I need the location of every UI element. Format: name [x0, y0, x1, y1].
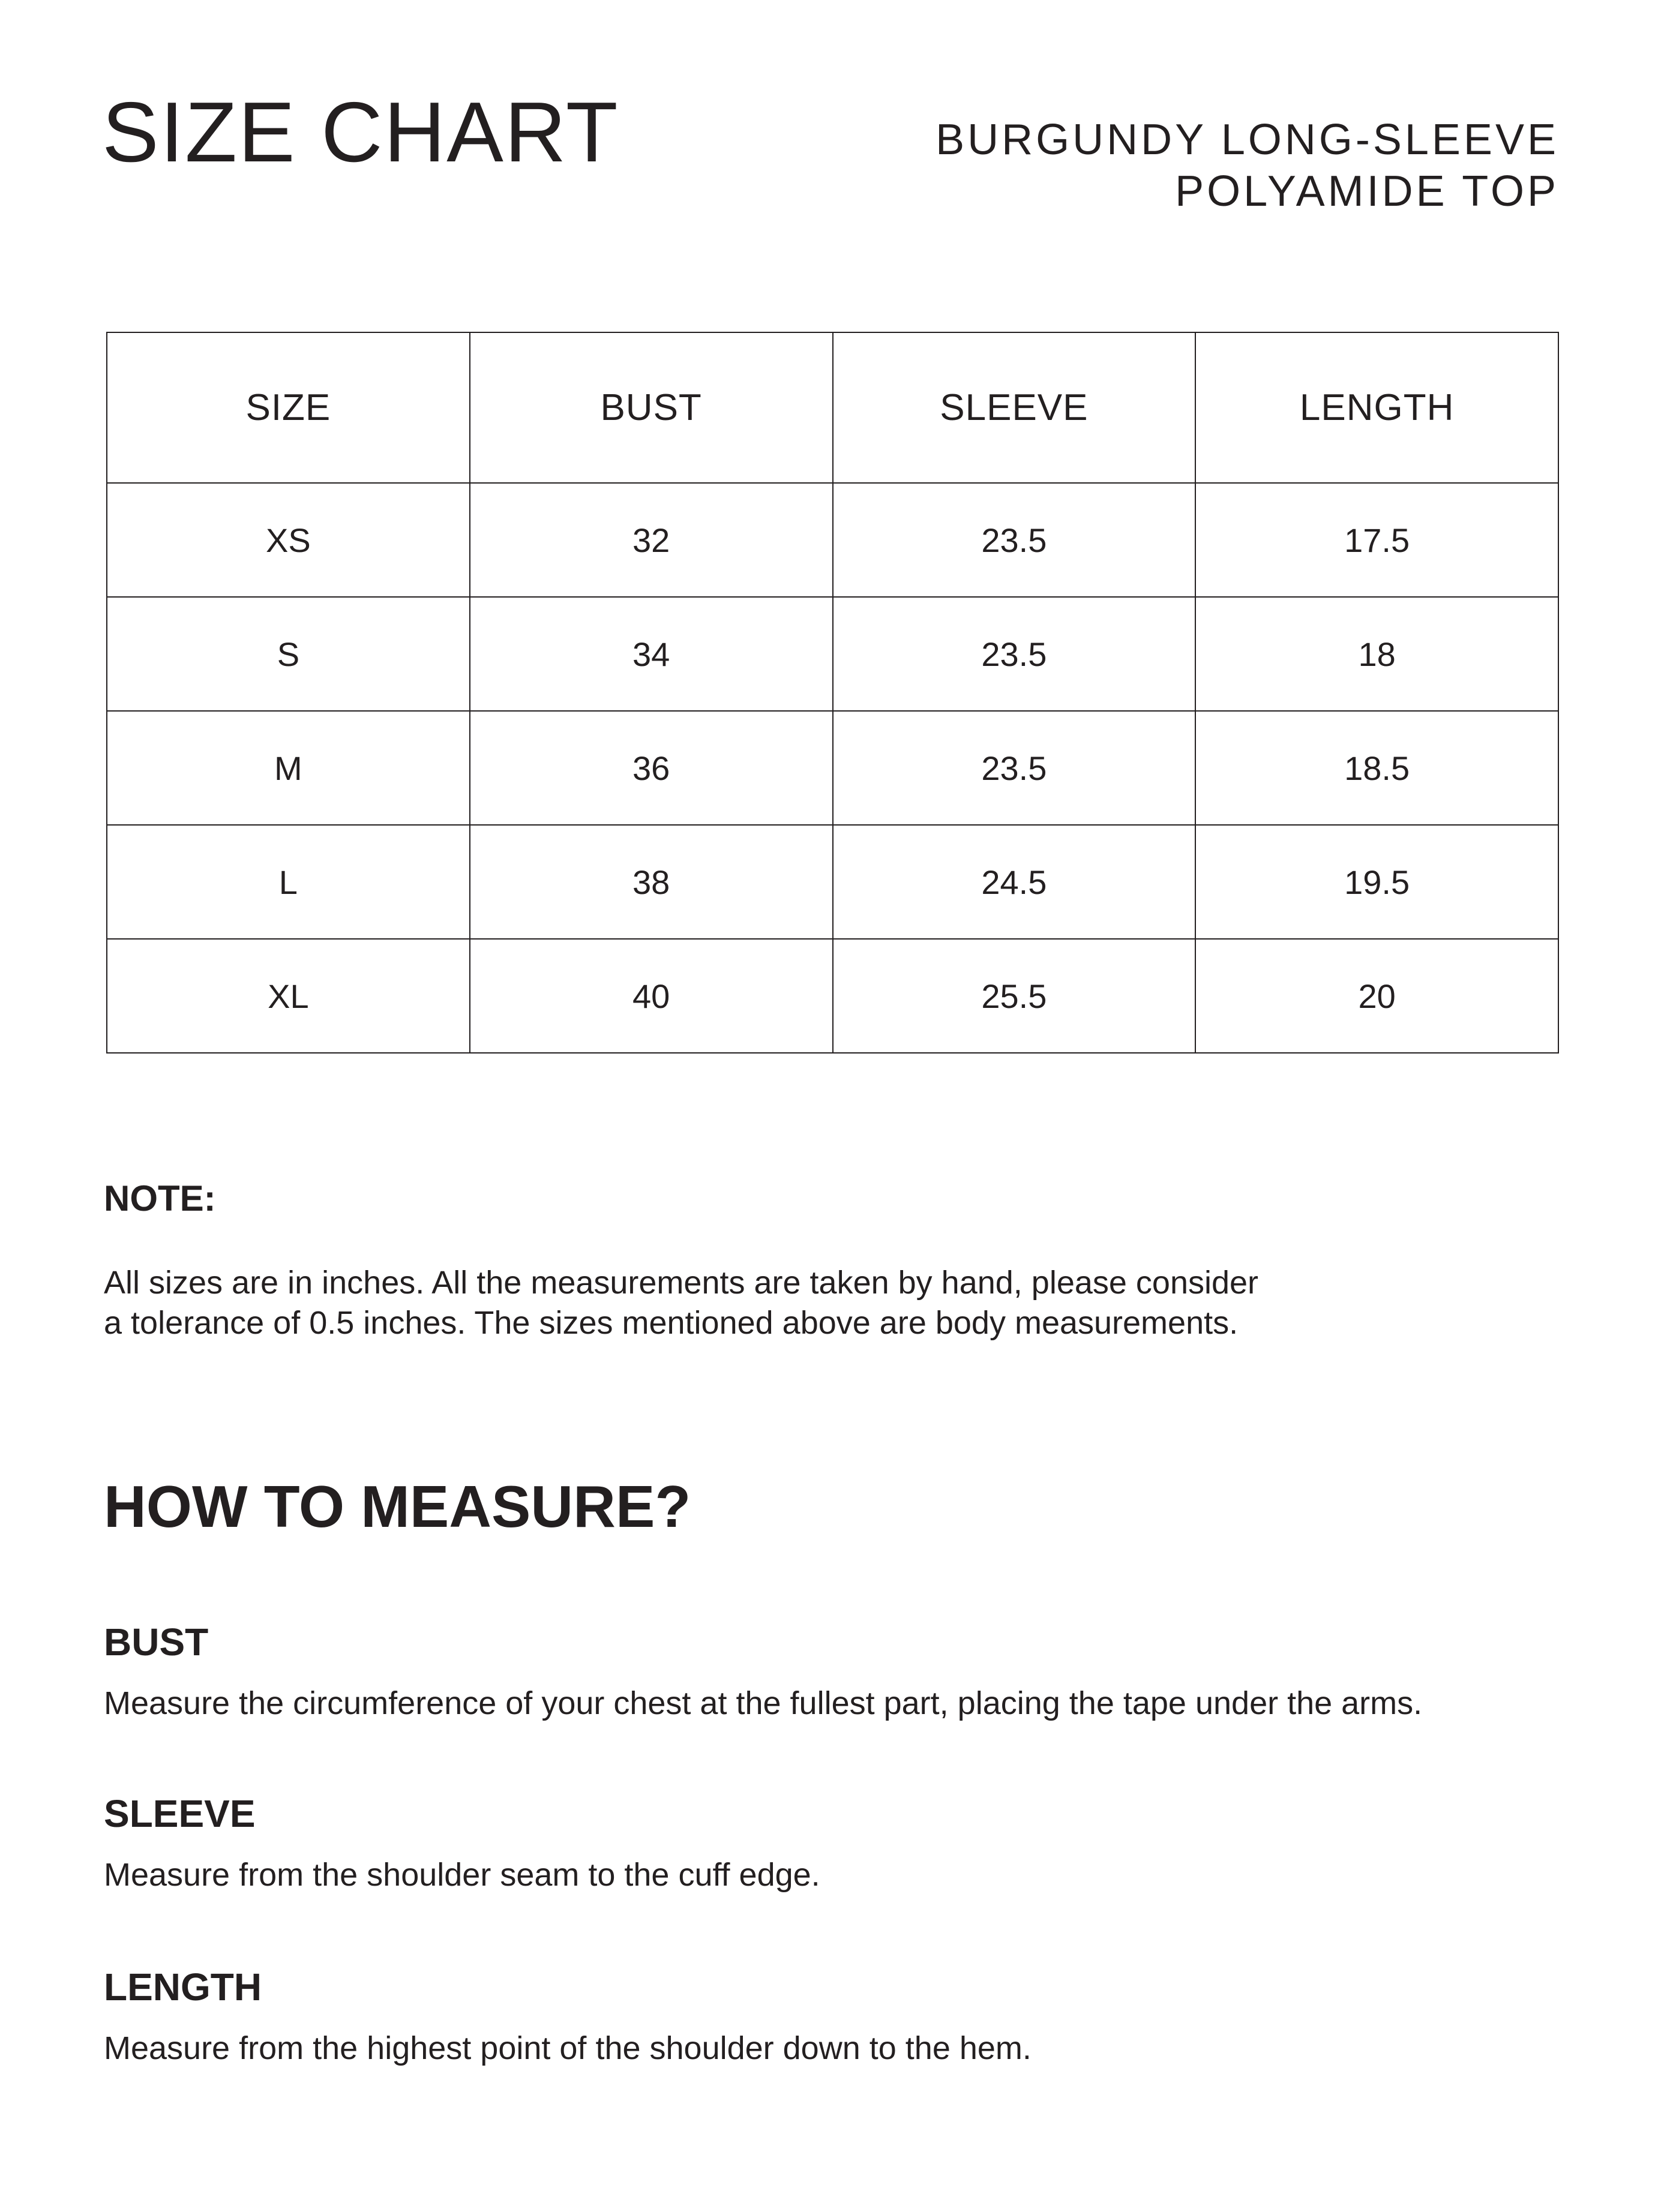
length-heading: LENGTH: [104, 1965, 262, 2009]
bust-heading: BUST: [104, 1620, 209, 1664]
sleeve-cell: 23.5: [833, 597, 1196, 711]
size-cell: M: [107, 711, 470, 825]
product-name-line-1: BURGUNDY LONG-SLEEVE: [936, 116, 1559, 164]
length-cell: 19.5: [1195, 825, 1558, 939]
product-name: [936, 114, 1559, 217]
size-cell: S: [107, 597, 470, 711]
size-table: [106, 332, 1559, 1054]
how-to-measure-heading: HOW TO MEASURE?: [104, 1473, 691, 1539]
column-header-length: LENGTH: [1195, 332, 1558, 483]
bust-cell: 38: [470, 825, 833, 939]
bust-cell: 40: [470, 939, 833, 1053]
page-title: SIZE CHART: [102, 85, 619, 180]
note-line-1: All sizes are in inches. All the measurements are taken by hand, please consider: [104, 1265, 1259, 1301]
table-row: [107, 711, 1558, 825]
length-cell: 18.5: [1195, 711, 1558, 825]
table-row: [107, 597, 1558, 711]
sleeve-cell: 25.5: [833, 939, 1196, 1053]
size-cell: XS: [107, 483, 470, 597]
column-header-bust: BUST: [470, 332, 833, 483]
sleeve-description: Measure from the shoulder seam to the cuff edge.: [104, 1857, 820, 1893]
length-cell: 18: [1195, 597, 1558, 711]
sleeve-heading: SLEEVE: [104, 1792, 256, 1835]
bust-cell: 32: [470, 483, 833, 597]
bust-cell: 34: [470, 597, 833, 711]
table-row: [107, 483, 1558, 597]
size-cell: XL: [107, 939, 470, 1053]
sleeve-cell: 23.5: [833, 711, 1196, 825]
table-header-row: [107, 332, 1558, 483]
length-cell: 17.5: [1195, 483, 1558, 597]
bust-cell: 36: [470, 711, 833, 825]
column-header-sleeve: SLEEVE: [833, 332, 1196, 483]
sleeve-cell: 24.5: [833, 825, 1196, 939]
length-description: Measure from the highest point of the shoulder down to the hem.: [104, 2030, 1032, 2066]
table-row: [107, 825, 1558, 939]
table-row: [107, 939, 1558, 1053]
note-line-2: a tolerance of 0.5 inches. The sizes mentioned above are body measurements.: [104, 1305, 1239, 1341]
note-heading: NOTE:: [104, 1178, 216, 1218]
size-cell: L: [107, 825, 470, 939]
column-header-size: SIZE: [107, 332, 470, 483]
bust-description: Measure the circumference of your chest at the fullest part, placing the tape under the arms.: [104, 1685, 1423, 1721]
length-cell: 20: [1195, 939, 1558, 1053]
product-name-line-2: POLYAMIDE TOP: [1175, 167, 1559, 215]
sleeve-cell: 23.5: [833, 483, 1196, 597]
note-text: [104, 1263, 1364, 1343]
